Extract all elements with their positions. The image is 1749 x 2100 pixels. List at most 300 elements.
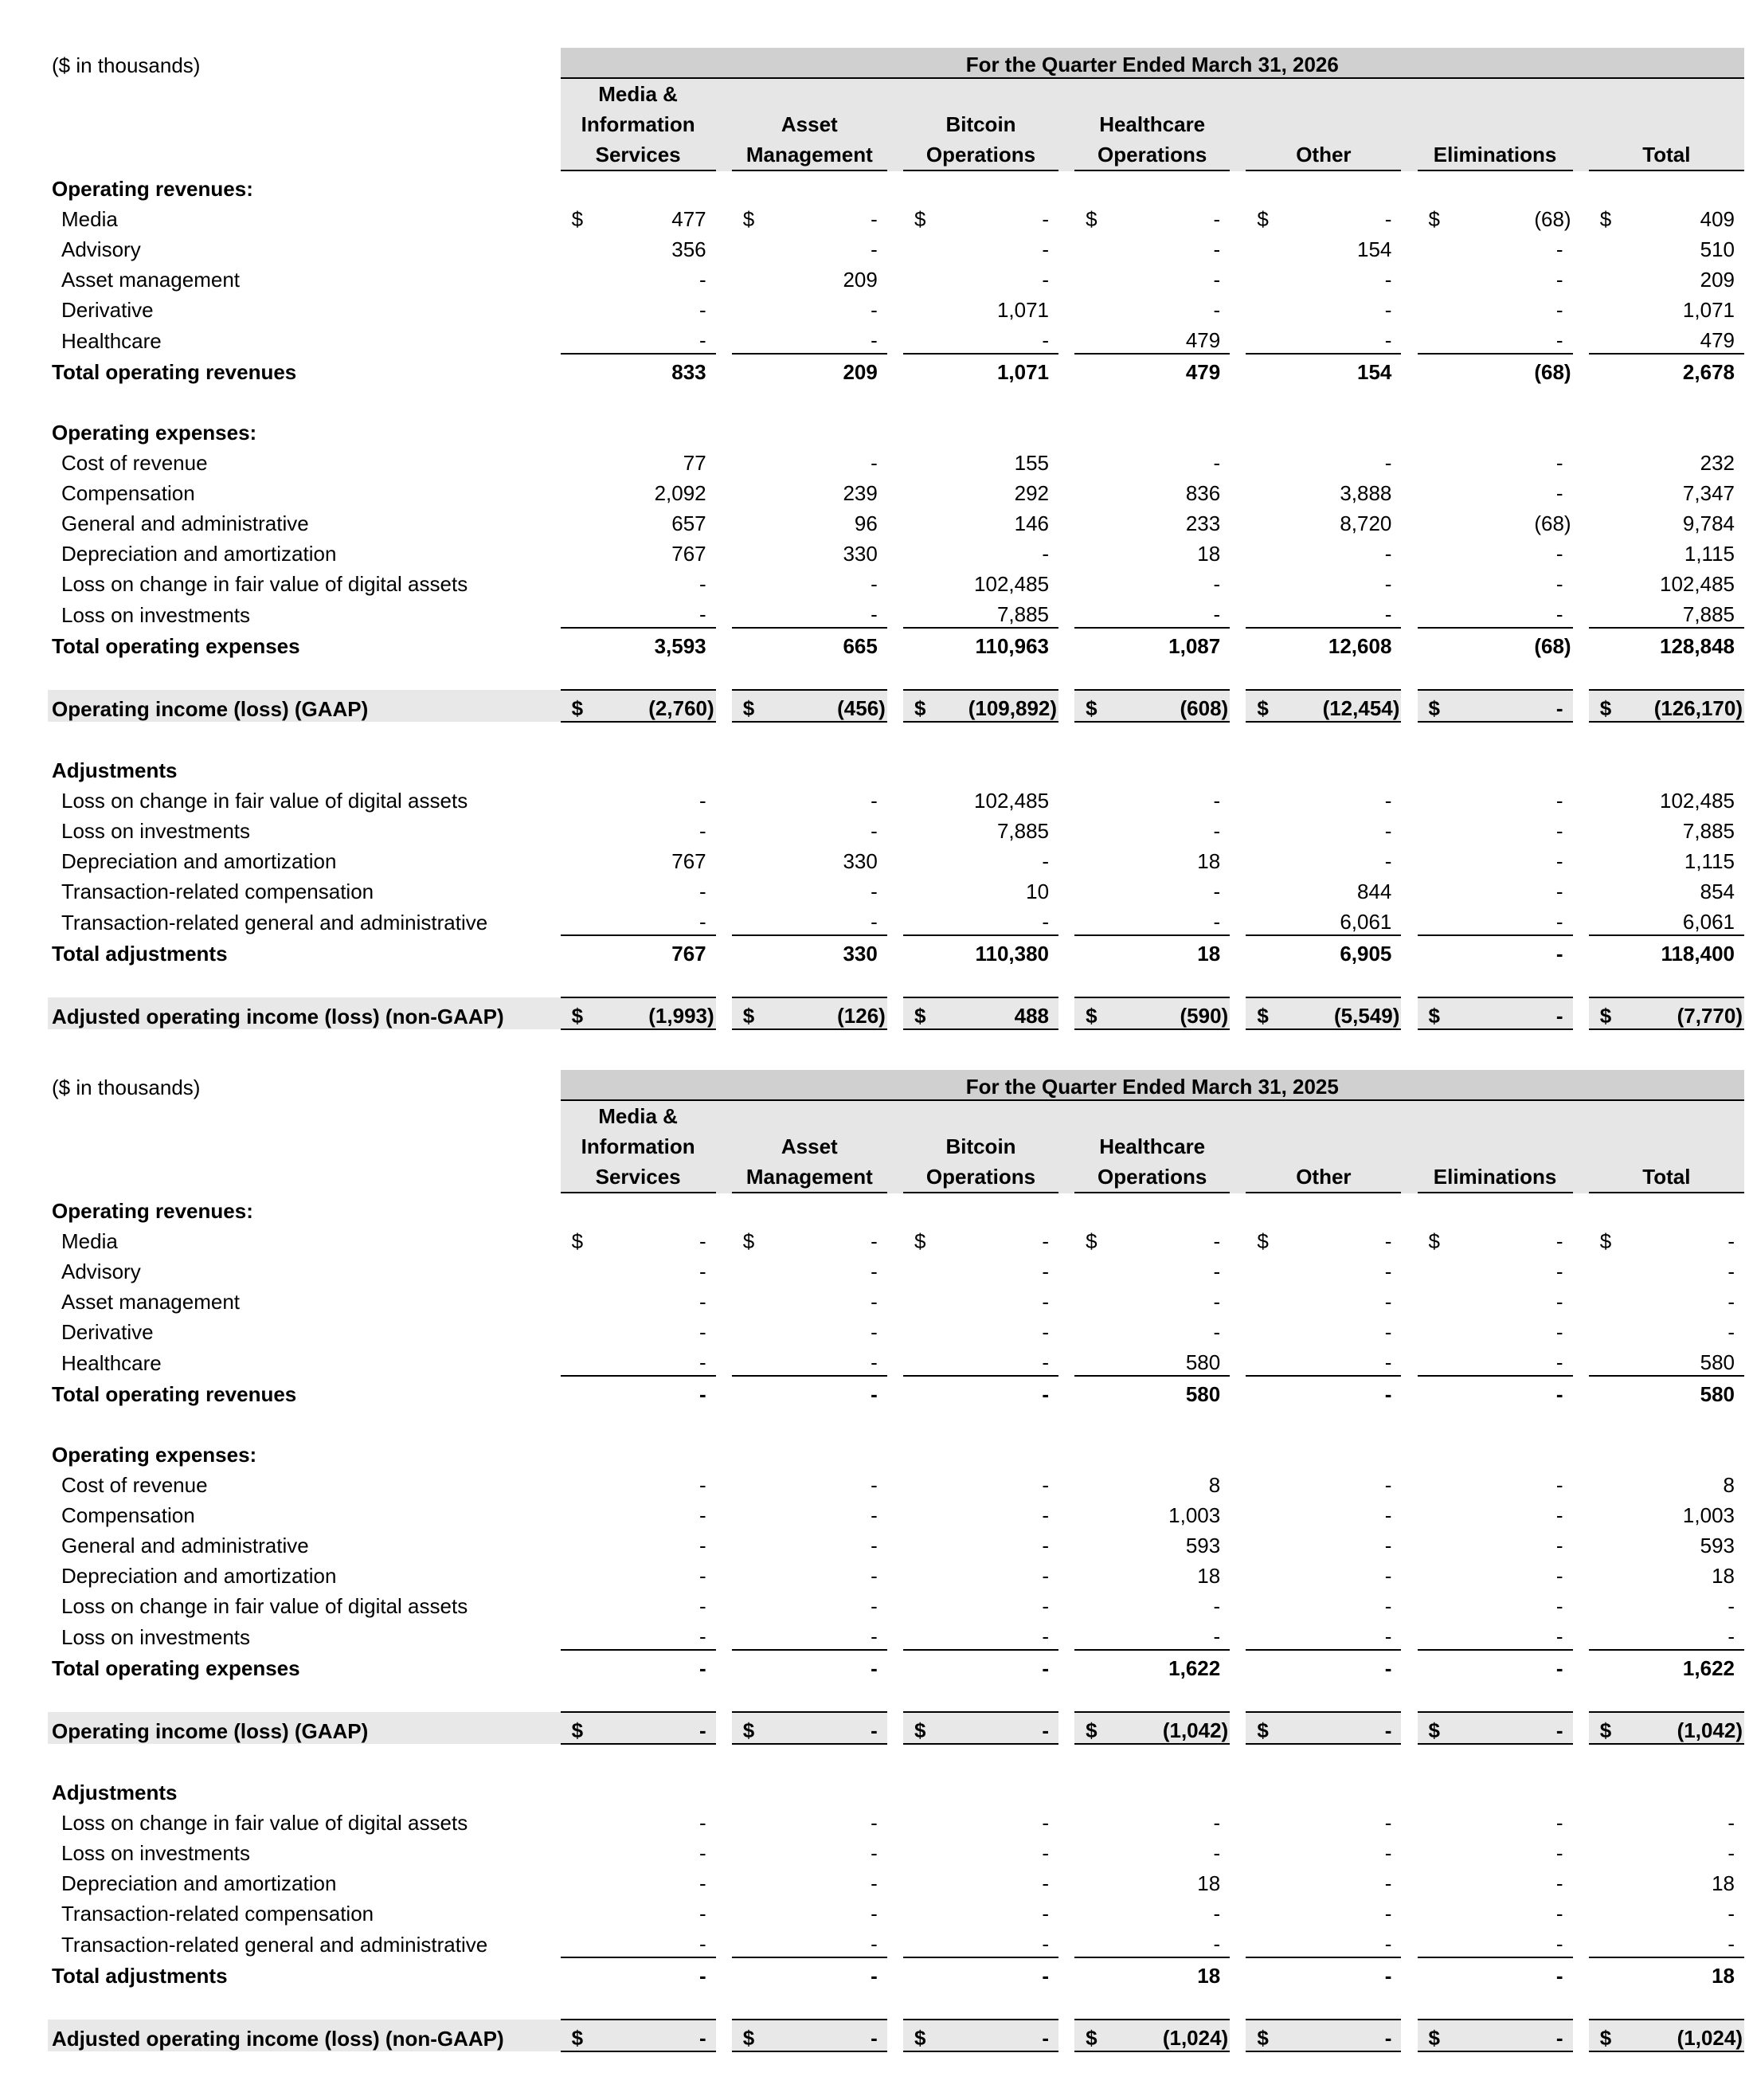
value-cell [732, 783, 887, 813]
value-cell [1418, 2020, 1573, 2051]
amount: 580 [1700, 1382, 1735, 1406]
amount: 18 [1197, 849, 1221, 873]
amount: - [1042, 1594, 1050, 1618]
value-cell [1246, 935, 1401, 966]
value-cell [1589, 566, 1744, 597]
amount: 18 [1712, 1964, 1735, 1988]
amount: - [1555, 1932, 1563, 1956]
value-cell [1418, 1650, 1573, 1681]
value-cell [1246, 874, 1401, 904]
value-cell [732, 1866, 887, 1896]
amount: 510 [1700, 237, 1735, 261]
amount: 10 [1026, 880, 1050, 903]
amount: - [1555, 1811, 1563, 1835]
column-header [1418, 1100, 1573, 1131]
amount: - [1727, 1841, 1735, 1865]
amount: 18 [1197, 1871, 1221, 1895]
amount: 9,784 [1682, 511, 1735, 535]
line-item-label: Depreciation and amortization [61, 1564, 337, 1588]
value-cell [561, 874, 716, 904]
amount: 146 [1014, 511, 1050, 535]
amount: - [1555, 1320, 1563, 1344]
value-cell [561, 354, 716, 385]
amount: - [871, 1841, 878, 1865]
value-cell [1418, 874, 1573, 904]
value-cell [1589, 1254, 1744, 1284]
amount: 580 [1185, 1382, 1221, 1406]
dollar-sign: $ [1428, 207, 1440, 231]
amount: 154 [1357, 237, 1392, 261]
amount: 1,622 [1168, 1656, 1221, 1680]
value-cell [1074, 506, 1230, 536]
amount: 7,347 [1682, 481, 1735, 505]
value-cell [1246, 1896, 1401, 1926]
value-cell [1074, 1376, 1230, 1407]
column-header: Eliminations [1418, 139, 1573, 171]
amount: - [871, 237, 878, 261]
amount: - [1727, 1932, 1735, 1956]
amount: 8 [1723, 1473, 1735, 1497]
value-cell [1418, 628, 1573, 659]
amount: - [1555, 1260, 1563, 1283]
amount: - [1042, 1260, 1050, 1283]
period-header: For the Quarter Ended March 31, 2025 [561, 1070, 1744, 1100]
value-cell [1074, 997, 1230, 1029]
value-cell [1589, 536, 1744, 566]
dollar-sign: $ [914, 696, 926, 720]
amount: - [1384, 849, 1392, 873]
value-cell [1589, 232, 1744, 262]
amount: - [1384, 1964, 1392, 1988]
value-cell [732, 292, 887, 323]
value-cell [561, 202, 716, 232]
amount: 7,885 [1682, 819, 1735, 843]
value-cell [732, 262, 887, 292]
amount: (12,454) [1322, 696, 1400, 720]
value-cell [1589, 1224, 1744, 1254]
value-cell [732, 844, 887, 874]
amount: - [1555, 910, 1563, 934]
amount: 292 [1014, 481, 1050, 505]
line-item-label: Healthcare [61, 329, 162, 353]
value-cell [1418, 1284, 1573, 1314]
amount: 1,115 [1684, 542, 1735, 566]
amount: - [1042, 1624, 1050, 1648]
value-cell [1074, 1866, 1230, 1896]
amount: - [1555, 572, 1563, 596]
dollar-sign: $ [742, 2026, 755, 2050]
amount: - [871, 1564, 878, 1588]
amount: 479 [1700, 328, 1735, 352]
segment-table-2026 [0, 48, 1744, 1030]
value-cell [732, 445, 887, 476]
amount: 409 [1700, 207, 1735, 231]
amount: - [698, 1811, 706, 1835]
amount: - [1384, 1290, 1392, 1314]
amount: - [1555, 1624, 1563, 1648]
amount: - [1384, 1473, 1392, 1497]
value-cell [561, 323, 716, 354]
column-header: Bitcoin [903, 109, 1058, 139]
amount: (1,024) [1677, 2026, 1743, 2050]
amount: - [871, 1260, 878, 1283]
dollar-sign: $ [571, 1004, 584, 1028]
value-cell [1418, 202, 1573, 232]
amount: - [698, 1382, 706, 1406]
amount: - [1213, 298, 1221, 322]
value-cell [561, 476, 716, 506]
amount: 767 [671, 942, 706, 966]
dollar-sign: $ [1599, 1004, 1612, 1028]
value-cell [732, 935, 887, 966]
value-cell [903, 1836, 1058, 1866]
financial-table [48, 1070, 1744, 2052]
amount: - [1213, 207, 1221, 231]
amount: - [871, 2026, 878, 2050]
value-cell [1589, 1836, 1744, 1866]
amount: 1,115 [1684, 849, 1735, 873]
value-cell [732, 1589, 887, 1619]
line-item-label: Cost of revenue [61, 1473, 208, 1497]
value-cell [1589, 2020, 1744, 2051]
value-cell [1246, 1558, 1401, 1589]
value-cell [561, 292, 716, 323]
amount: - [698, 268, 706, 292]
value-cell [1246, 1836, 1401, 1866]
value-cell [1246, 445, 1401, 476]
column-header [732, 1100, 887, 1131]
dollar-sign: $ [914, 1229, 926, 1253]
value-cell [1074, 1805, 1230, 1836]
amount: - [698, 1229, 706, 1253]
amount: - [698, 910, 706, 934]
value-cell [732, 354, 887, 385]
value-cell [1074, 202, 1230, 232]
amount: (68) [1534, 360, 1571, 384]
dollar-sign: $ [914, 1718, 926, 1742]
value-cell [1074, 232, 1230, 262]
amount: - [1384, 268, 1392, 292]
value-cell [1589, 1498, 1744, 1528]
amount: - [698, 298, 706, 322]
column-header: Management [732, 139, 887, 171]
value-cell [903, 1558, 1058, 1589]
value-cell [1418, 1528, 1573, 1558]
value-cell [561, 813, 716, 844]
amount: - [1042, 910, 1050, 934]
line-item-label: Transaction-related compensation [61, 1902, 374, 1926]
value-cell [1246, 506, 1401, 536]
amount: (608) [1180, 696, 1229, 720]
amount: - [1384, 1811, 1392, 1835]
value-cell [903, 1254, 1058, 1284]
amount: - [698, 1964, 706, 1988]
amount: 18 [1712, 1871, 1735, 1895]
column-header [1246, 1100, 1401, 1131]
amount: - [1042, 849, 1050, 873]
dollar-sign: $ [1086, 1718, 1098, 1742]
amount: - [1042, 2026, 1050, 2050]
amount: - [1555, 789, 1563, 813]
value-cell [1246, 783, 1401, 813]
amount: 102,485 [1660, 789, 1735, 813]
value-cell [1246, 813, 1401, 844]
value-cell [1418, 1314, 1573, 1345]
amount: - [1555, 1718, 1563, 1742]
value-cell [1589, 628, 1744, 659]
amount: - [871, 1932, 878, 1956]
amount: - [1213, 1624, 1221, 1648]
amount: - [871, 1503, 878, 1527]
amount: - [1555, 819, 1563, 843]
line-item-label: Advisory [61, 1260, 141, 1283]
amount: - [1555, 481, 1563, 505]
amount: - [1384, 1932, 1392, 1956]
line-item-label: Depreciation and amortization [61, 1871, 337, 1895]
line-item-label: Transaction-related general and administrative [61, 911, 488, 934]
amount: (1,042) [1162, 1718, 1229, 1742]
line-item-label: General and administrative [61, 1534, 309, 1557]
dollar-sign: $ [1257, 1718, 1269, 1742]
amount: - [698, 1871, 706, 1895]
amount: 593 [1185, 1534, 1221, 1557]
value-cell [1074, 445, 1230, 476]
line-item-label: Loss on investments [61, 1841, 251, 1865]
line-item-label: Transaction-related general and administrative [61, 1933, 488, 1957]
total-label: Operating income (loss) (GAAP) [48, 1712, 561, 1744]
value-cell [1074, 1926, 1230, 1957]
amount: - [1555, 942, 1563, 966]
value-cell [1246, 292, 1401, 323]
value-cell [1246, 232, 1401, 262]
amount: 356 [671, 237, 706, 261]
value-cell [732, 1376, 887, 1407]
amount: (5,549) [1334, 1004, 1400, 1028]
value-cell [1418, 1619, 1573, 1650]
amount: 18 [1197, 1564, 1221, 1588]
amount: 580 [1185, 1350, 1221, 1374]
amount: - [1727, 1229, 1735, 1253]
value-cell [561, 536, 716, 566]
amount: 844 [1357, 880, 1392, 903]
value-cell [1074, 1284, 1230, 1314]
dollar-sign: $ [742, 1004, 755, 1028]
column-header: Eliminations [1418, 1162, 1573, 1193]
units-label: ($ in thousands) [52, 53, 201, 77]
value-cell [1589, 1589, 1744, 1619]
value-cell [1418, 813, 1573, 844]
value-cell [561, 2020, 716, 2051]
line-item-label: Loss on investments [61, 603, 251, 627]
amount: 154 [1357, 360, 1392, 384]
dollar-sign: $ [571, 696, 584, 720]
amount: 155 [1014, 451, 1050, 475]
amount: (126,170) [1653, 696, 1743, 720]
value-cell [903, 262, 1058, 292]
amount: - [1727, 1902, 1735, 1926]
dollar-sign: $ [1599, 696, 1612, 720]
amount: - [1042, 1534, 1050, 1557]
value-cell [1418, 1957, 1573, 1988]
value-cell [1074, 874, 1230, 904]
value-cell [732, 1957, 887, 1988]
value-cell [1418, 354, 1573, 385]
amount: - [871, 1624, 878, 1648]
value-cell [1418, 1558, 1573, 1589]
value-cell [561, 1467, 716, 1498]
line-item-label: Loss on change in fair value of digital assets [61, 572, 468, 596]
column-header: Other [1246, 1162, 1401, 1193]
value-cell [732, 323, 887, 354]
amount: (68) [1534, 511, 1571, 535]
dollar-sign: $ [1086, 1229, 1098, 1253]
amount: - [871, 328, 878, 352]
amount: - [1384, 1841, 1392, 1865]
line-item-label: Cost of revenue [61, 451, 208, 475]
value-cell [561, 1805, 716, 1836]
amount: - [698, 1320, 706, 1344]
value-cell [903, 783, 1058, 813]
amount: - [1042, 268, 1050, 292]
amount: - [1555, 602, 1563, 626]
column-header [1246, 1131, 1401, 1162]
amount: - [1555, 1503, 1563, 1527]
value-cell [1418, 1836, 1573, 1866]
column-header: Other [1246, 139, 1401, 171]
value-cell [732, 476, 887, 506]
value-cell [732, 1254, 887, 1284]
column-header [1589, 1131, 1744, 1162]
amount: - [698, 328, 706, 352]
value-cell [1246, 1224, 1401, 1254]
amount: - [1384, 1229, 1392, 1253]
value-cell [1074, 783, 1230, 813]
dollar-sign: $ [1599, 2026, 1612, 2050]
amount: - [1042, 1902, 1050, 1926]
dollar-sign: $ [914, 207, 926, 231]
value-cell [732, 2020, 887, 2051]
amount: - [698, 602, 706, 626]
value-cell [903, 844, 1058, 874]
dollar-sign: $ [1428, 1718, 1440, 1742]
value-cell [903, 1866, 1058, 1896]
column-header: Information [561, 109, 716, 139]
amount: 1,087 [1168, 634, 1221, 658]
amount: - [1213, 237, 1221, 261]
value-cell [1246, 1528, 1401, 1558]
value-cell [732, 813, 887, 844]
value-cell [903, 476, 1058, 506]
amount: - [1384, 328, 1392, 352]
column-header: Services [561, 139, 716, 171]
amount: 2,092 [654, 481, 706, 505]
column-header [1589, 109, 1744, 139]
amount: 3,888 [1340, 481, 1392, 505]
amount: - [1384, 819, 1392, 843]
amount: 8 [1208, 1473, 1221, 1497]
amount: (1,993) [648, 1004, 714, 1028]
amount: - [1213, 602, 1221, 626]
amount: - [1042, 328, 1050, 352]
value-cell [1418, 783, 1573, 813]
value-cell [1589, 1528, 1744, 1558]
amount: - [698, 1594, 706, 1618]
amount: - [1213, 572, 1221, 596]
dollar-sign: $ [1428, 1004, 1440, 1028]
value-cell [1074, 323, 1230, 354]
dollar-sign: $ [1086, 207, 1098, 231]
amount: 479 [1185, 328, 1221, 352]
total-label: Operating income (loss) (GAAP) [48, 690, 561, 722]
amount: 833 [671, 360, 706, 384]
value-cell [1418, 536, 1573, 566]
amount: - [1042, 1229, 1050, 1253]
value-cell [903, 904, 1058, 935]
value-cell [1418, 1712, 1573, 1744]
value-cell [1589, 1650, 1744, 1681]
line-item-label: Media [61, 1229, 118, 1253]
amount: - [698, 1290, 706, 1314]
value-cell [1074, 1896, 1230, 1926]
amount: 7,885 [1682, 602, 1735, 626]
value-cell [1074, 1467, 1230, 1498]
amount: 8,720 [1340, 511, 1392, 535]
amount: - [1384, 1320, 1392, 1344]
amount: - [1213, 1811, 1221, 1835]
amount: 657 [671, 511, 706, 535]
value-cell [1589, 292, 1744, 323]
line-item-label: Compensation [61, 1503, 195, 1527]
amount: - [871, 1902, 878, 1926]
value-cell [1589, 813, 1744, 844]
column-header: Asset [732, 109, 887, 139]
value-cell [1418, 597, 1573, 628]
column-header [1589, 78, 1744, 109]
value-cell [1418, 1345, 1573, 1376]
line-item-label: Loss on change in fair value of digital assets [61, 1811, 468, 1835]
amount: - [1213, 1594, 1221, 1618]
dollar-sign: $ [742, 696, 755, 720]
column-header [903, 1100, 1058, 1131]
value-cell [561, 262, 716, 292]
value-cell [1589, 1345, 1744, 1376]
value-cell [1246, 1314, 1401, 1345]
amount: - [1213, 1290, 1221, 1314]
value-cell [561, 1619, 716, 1650]
total-label: Adjusted operating income (loss) (non-GAAP) [48, 2020, 561, 2051]
amount: - [1384, 1594, 1392, 1618]
value-cell [1589, 1376, 1744, 1407]
value-cell [1589, 844, 1744, 874]
amount: - [871, 1594, 878, 1618]
section-heading: Operating revenues: [52, 1199, 253, 1223]
value-cell [903, 536, 1058, 566]
value-cell [561, 1712, 716, 1744]
value-cell [1246, 202, 1401, 232]
dollar-sign: $ [1428, 1229, 1440, 1253]
amount: - [698, 1902, 706, 1926]
amount: - [698, 1503, 706, 1527]
value-cell [1074, 1712, 1230, 1744]
amount: - [698, 1473, 706, 1497]
value-cell [1418, 1896, 1573, 1926]
value-cell [1589, 1712, 1744, 1744]
amount: - [698, 1656, 706, 1680]
value-cell [1074, 1345, 1230, 1376]
value-cell [1246, 536, 1401, 566]
amount: - [1727, 1811, 1735, 1835]
value-cell [1589, 1805, 1744, 1836]
